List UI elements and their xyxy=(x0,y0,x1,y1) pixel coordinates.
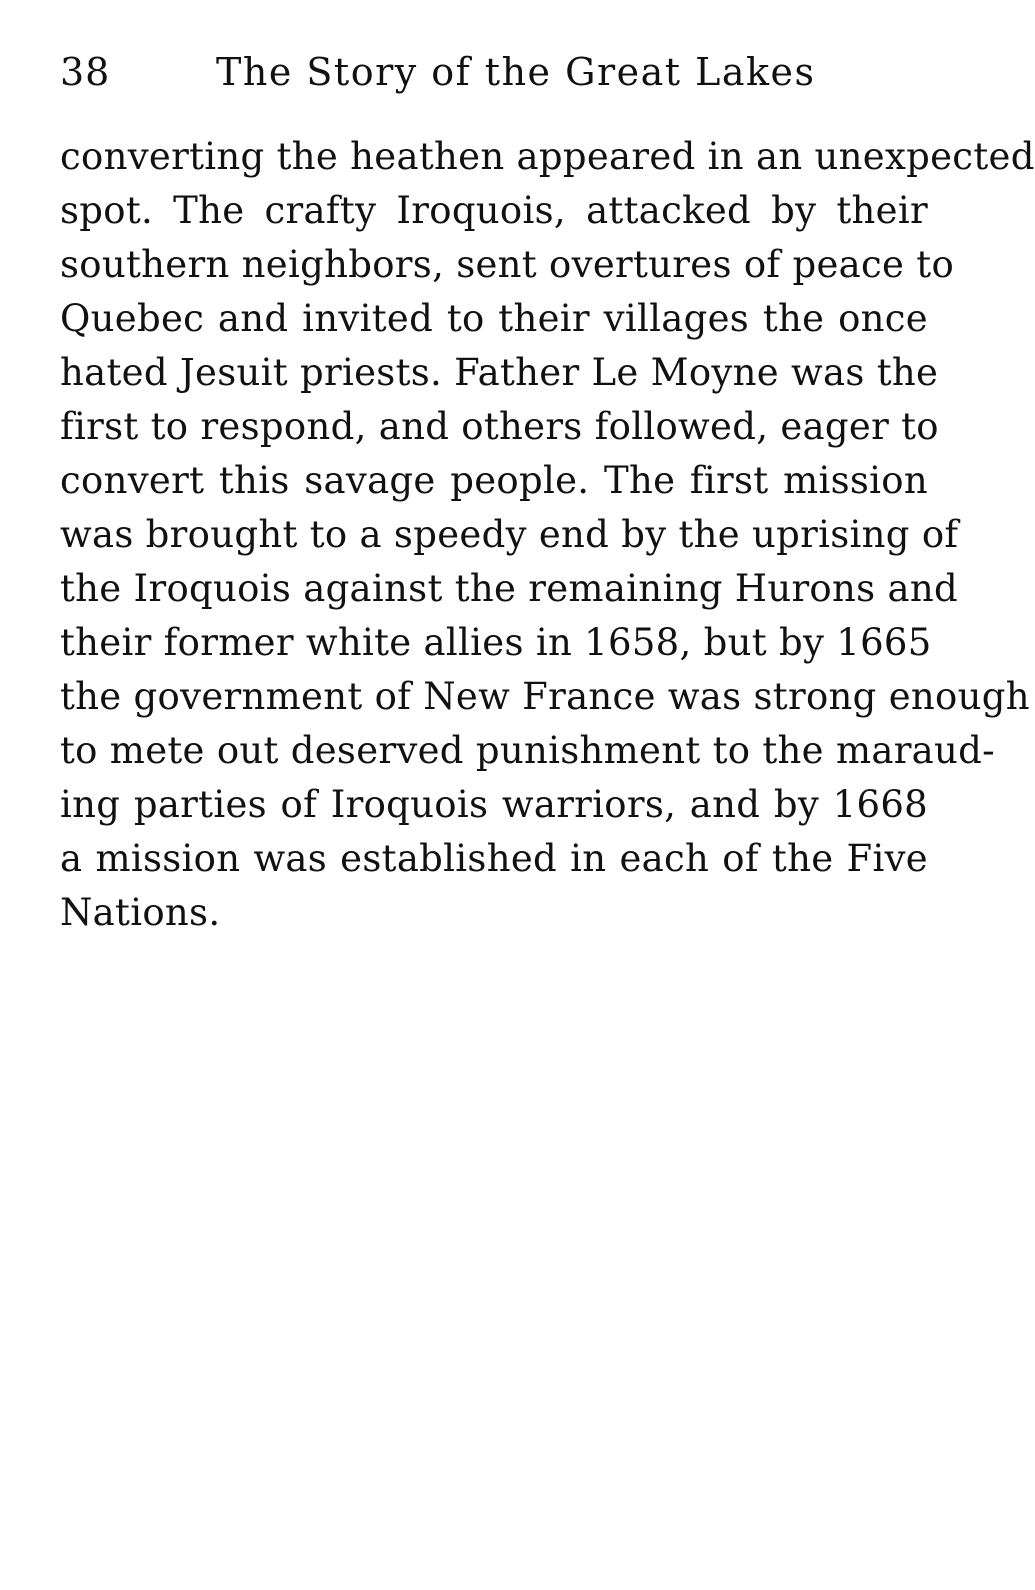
text-line: Nations. xyxy=(60,891,221,934)
text-line: a mission was established in each of the Five xyxy=(60,837,928,880)
running-header xyxy=(60,42,940,102)
text-line: hated Jesuit priests. Father Le Moyne was the xyxy=(60,351,939,394)
text-line: Quebec and invited to their villages the once xyxy=(60,297,928,340)
text-line: their former white allies in 1658, but by 1665 xyxy=(60,621,932,664)
text-line: spot. The crafty Iroquois, attacked by their xyxy=(60,189,928,232)
text-line: ing parties of Iroquois warriors, and by 1668 xyxy=(60,783,928,826)
body-paragraph xyxy=(60,130,1035,940)
text-line: the government of New France was strong enough xyxy=(60,675,1030,718)
text-line: convert this savage people. The first mission xyxy=(60,459,928,502)
text-line: converting the heathen appeared in an unexpected xyxy=(60,135,1035,178)
text-line: southern neighbors, sent overtures of peace to xyxy=(60,243,955,286)
text-line: first to respond, and others followed, eager to xyxy=(60,405,939,448)
page-number: 38 xyxy=(60,50,111,94)
text-line: the Iroquois against the remaining Hurons and xyxy=(60,567,958,610)
text-line: was brought to a speedy end by the uprising of xyxy=(60,513,959,556)
text-line: to mete out deserved punishment to the maraud- xyxy=(60,729,995,772)
running-title: The Story of the Great Lakes xyxy=(216,50,816,94)
